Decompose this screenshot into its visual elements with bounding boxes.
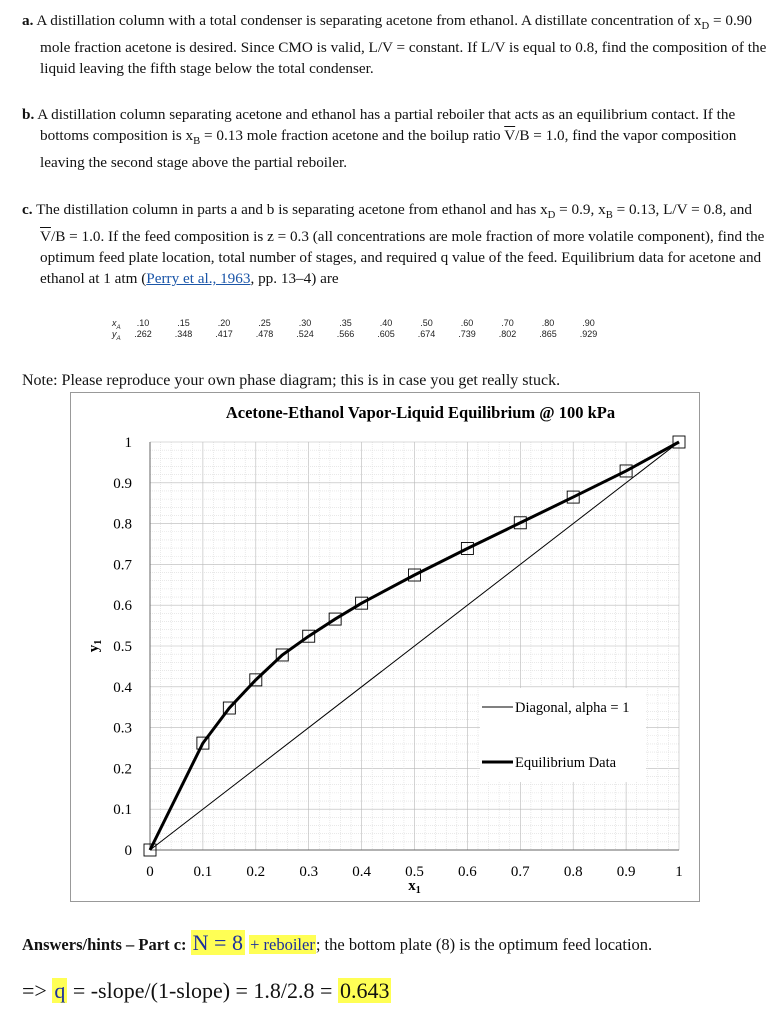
formula-arrow: => [22,978,53,1003]
y-tick-label: 0.9 [113,475,132,492]
y-tick-label: 0.8 [113,516,132,533]
problem-c-text-5: , pp. 13–4) are [250,270,339,288]
formula-q: q [54,978,66,1003]
vle-x-cell: .40 [379,318,393,328]
vle-chart [70,392,700,902]
vle-x-cell: .10 [136,318,150,328]
problem-a-text-2: = 0.90 mole fraction acetone is desired. Since CMO is valid, L/V = constant. If L/V is equal to 0.8, find the composition of the liquid leaving the fifth stage below the total condenser. [40,12,767,78]
chart-title: Acetone-Ethanol Vapor-Liquid Equilibrium @ 100 kPa [225,403,616,422]
vle-x-cell: .60 [460,318,474,328]
problem-c-sub-1: D [547,210,556,222]
problem-c-sub-2: B [605,210,613,222]
x-tick-label: 0 [146,864,154,880]
problem-b-label: b. [22,106,35,123]
y-tick-label: 0.6 [113,598,132,615]
problem-a-label: a. [22,12,34,29]
vle-x-cell: .20 [217,318,231,328]
problem-a [22,10,770,79]
x-tick-label: 0.9 [616,864,636,880]
vle-y-cell: .929 [579,329,598,339]
answer-n-value: N = 8 [192,930,243,955]
problem-b [22,104,770,173]
x-tick-label: 0.7 [510,864,530,880]
answers-prefix: Answers/hints – Part c: [22,935,191,954]
vle-x-cell: .35 [339,318,352,328]
answer-reboiler: + reboiler [250,935,315,954]
vle-x-cell: .30 [298,318,312,328]
legend-label: Diagonal, alpha = 1 [515,700,630,716]
chart-legend [480,688,646,782]
vle-y-cell: .605 [377,329,395,339]
x-tick-label: 0.6 [458,864,477,880]
problem-b-vbar: $\overline{V}$ [504,127,516,144]
x-tick-label: 0.4 [352,864,371,880]
problem-a-text-1: A distillation column with a total condenser is separating acetone from ethanol. A distillate concentration of x [36,12,702,29]
vle-x-label: $x_A$ [112,318,121,331]
y-tick-label: 0.4 [113,679,132,696]
y-tick-label: 1 [124,435,132,451]
problem-a-sub-1: D [701,21,710,33]
formula-expr: = -slope/(1-slope) = 1.8/2.8 = [67,978,338,1003]
vle-y-cell: .417 [215,329,233,339]
q-formula [22,978,391,1004]
vle-x-cell: .25 [258,318,271,328]
y-tick-label: 0.5 [113,639,132,655]
vle-x-cell: .90 [582,318,595,328]
vle-y-cell: .802 [498,329,517,339]
vle-y-cell: .566 [336,329,355,339]
note-text: Note: Please reproduce your own phase diagram; this is in case you get really stuck. [22,372,561,389]
vle-y-cell: .739 [458,329,476,339]
problem-b-text-1: A distillation column separating acetone and ethanol has a partial reboiler that acts as an equilibrium contact. If the bottoms composition is x [37,106,736,144]
problem-c-vbar: $\overline{V}$ [40,228,51,246]
y-tick-label: 0.2 [113,761,132,778]
vle-x-cell: .80 [541,318,555,328]
problem-b-text-2: = 0.13 mole fraction acetone and the boilup ratio [200,127,505,144]
problem-b-text-3: /B = 1.0, find the vapor composition leaving the second stage above the partial reboiler. [40,127,737,172]
vle-y-cell: .524 [296,329,314,339]
x-tick-label: 0.2 [246,864,266,880]
y-tick-label: 0.7 [113,557,132,574]
y-axis-label-sub: 1 [93,639,104,645]
x-tick-label: 0.3 [299,864,319,880]
x-tick-label: 0.5 [405,864,424,880]
answers-hints [22,930,652,956]
formula-value: 0.643 [339,978,390,1003]
vle-y-cell: .478 [255,329,274,339]
problem-c-label: c. [22,201,33,218]
citation-link[interactable]: Perry et al., 1963 [146,270,251,288]
x-axis-label: $x_1$ [408,878,421,896]
vle-x-cell: .15 [177,318,190,328]
vle-y-cell: .348 [174,329,193,339]
problem-c-text-3: = 0.13, L/V = 0.8, and [612,201,752,218]
vle-y-cell: .865 [539,329,557,339]
legend-label: Equilibrium Data [515,755,617,771]
vle-x-cell: .70 [501,318,514,328]
y-tick-label: 0 [124,843,132,859]
y-axis-label: $y_1$ [86,639,104,653]
vle-x-cell: .50 [420,318,433,328]
problem-b-sub-1: B [193,136,201,148]
x-axis-label-sub: 1 [415,885,421,896]
y-tick-label: 0.3 [113,720,132,737]
problem-c [22,199,770,289]
problem-c-text-1: The distillation column in parts a and b is separating acetone from ethanol and has x [36,201,548,218]
problem-c-text-2: = 0.9, x [555,201,606,218]
x-tick-label: 0.1 [193,864,213,880]
problem-c-text-4: /B = 1.0. If the feed composition is z = 0.3 (all concentrations are mole fraction of more volatile component), find the optimum feed plate location, total number of stages, and required q value of the feed. Equilibrium data for acetone and ethanol at 1 atm ( [40,228,765,288]
answers-rest: ; the bottom plate (8) is the optimum feed location. [315,935,653,954]
x-tick-label: 1 [675,864,683,880]
vle-y-label: $y_A$ [112,329,121,342]
vle-y-cell: .674 [417,329,436,339]
vle-y-cell: .262 [134,329,152,339]
x-tick-label: 0.8 [563,864,583,880]
y-tick-label: 0.1 [113,802,132,819]
